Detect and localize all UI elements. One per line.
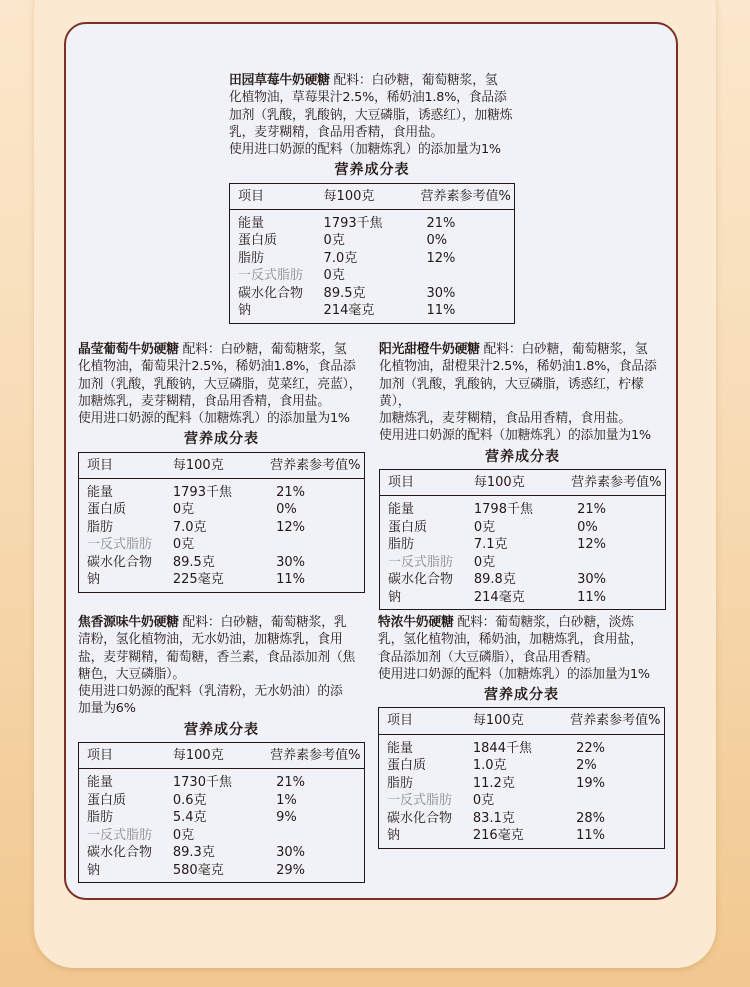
ingredients-line-text: 加糖炼乳，麦芽糊精，食品用香精，食用盐。: [379, 411, 631, 427]
header-item: 项目: [387, 713, 414, 729]
nutrient-nrv: 12%: [426, 250, 456, 266]
ingredients-line: [78, 631, 365, 648]
nutrient-name: 脂肪: [388, 537, 415, 553]
ingredients-text: [379, 341, 666, 445]
table-row: [79, 519, 365, 537]
header-nrv: 营养素参考值%: [420, 188, 511, 204]
ingredients-line: [78, 614, 365, 631]
nutrient-name: 碳水化合物: [87, 845, 153, 861]
nutrition-table: [229, 183, 515, 324]
ingredients-line-text: 使用进口奶源的配料（加糖炼乳）的添加量为1%: [78, 411, 350, 427]
table-row: [230, 250, 515, 268]
nutrient-name: 碳水化合物: [238, 285, 304, 301]
nutrient-name: 一反式脂肪: [387, 793, 453, 809]
nutrient-amount: 0克: [473, 554, 496, 570]
ingredients-line-text: 配料：白砂糖，葡萄糖浆，氢: [333, 73, 498, 88]
nutrient-name: 能量: [87, 484, 114, 500]
nutrient-name: 一反式脂肪: [238, 268, 304, 284]
nutrient-name: 钠: [87, 572, 101, 588]
nutrient-nrv: 11%: [426, 303, 456, 319]
nutrient-name: 蛋白质: [387, 758, 427, 774]
nutrition-table: [78, 452, 365, 593]
header-per100: 每100克: [172, 747, 224, 763]
table-row: [230, 267, 515, 285]
nutrition-table-title: 营养成分表: [485, 448, 560, 465]
nutrient-nrv: 30%: [276, 845, 306, 861]
ingredients-line: [78, 649, 365, 666]
table-row: [379, 792, 665, 810]
table-row: [79, 554, 365, 572]
nutrient-nrv: 22%: [576, 740, 606, 756]
nutrient-amount: 1.0克: [472, 758, 507, 774]
nutrition-table: [379, 469, 666, 610]
header-nrv: 营养素参考值%: [570, 713, 661, 729]
table-header-row: [79, 452, 365, 478]
nutrient-nrv: 12%: [577, 537, 607, 553]
ingredients-line: [78, 358, 365, 375]
product-strawberry: [229, 72, 515, 324]
nutrient-name: 蛋白质: [388, 519, 428, 535]
nutrient-name: 能量: [238, 215, 265, 231]
table-row: [380, 571, 666, 589]
ingredients-line-text: 使用进口奶源的配料（加糖炼乳）的添加量为1%: [379, 428, 651, 444]
nutrient-name: 钠: [388, 589, 402, 605]
ingredients-line-text: 配料：白砂糖，葡萄糖浆，乳: [182, 615, 347, 630]
nutrition-table: [78, 742, 365, 883]
product-name: 晶莹葡萄牛奶硬糖: [78, 342, 179, 357]
nutrient-nrv: [570, 792, 664, 810]
ingredients-text: [78, 614, 365, 718]
nutrient-amount: 11.2克: [472, 775, 515, 791]
nutrient-name: 钠: [87, 862, 101, 878]
table-row: [79, 844, 365, 862]
ingredients-line: [378, 666, 665, 683]
nutrient-nrv: [571, 554, 665, 572]
table-row: [79, 862, 365, 883]
ingredients-line: [78, 410, 365, 427]
ingredients-line: [379, 427, 666, 444]
nutrient-nrv: 19%: [576, 775, 606, 791]
nutrient-name: 钠: [238, 303, 252, 319]
header-per100: 每100克: [172, 457, 224, 473]
ingredients-line: [78, 376, 365, 393]
nutrient-name: 能量: [388, 502, 415, 518]
nutrient-nrv: 12%: [276, 519, 306, 535]
ingredients-line: [379, 410, 666, 427]
product-grape: [78, 341, 365, 593]
table-row: [380, 554, 666, 572]
ingredients-line: [229, 72, 515, 89]
table-row: [79, 571, 365, 592]
nutrient-amount: 214毫克: [323, 303, 375, 319]
nutrient-amount: 1798千焦: [473, 502, 533, 518]
header-item: 项目: [87, 457, 114, 473]
product-name: 焦香源味牛奶硬糖: [78, 615, 179, 630]
header-per100: 每100克: [473, 474, 525, 490]
nutrient-name: 碳水化合物: [87, 554, 153, 570]
nutrition-table: [378, 707, 665, 848]
nutrient-name: 脂肪: [87, 519, 114, 535]
nutrient-amount: 89.5克: [323, 285, 366, 301]
product-name: 阳光甜橙牛奶硬糖: [379, 342, 480, 357]
nutrient-amount: 1793千焦: [172, 484, 232, 500]
table-row: [79, 809, 365, 827]
product-name: 田园草莓牛奶硬糖: [229, 73, 330, 88]
ingredients-line: [229, 89, 515, 106]
nutrition-table-title: 营养成分表: [334, 162, 410, 179]
table-row: [230, 209, 515, 232]
table-row: [230, 302, 515, 323]
ingredients-line-text: 清粉，氢化植物油，无水奶油，加糖炼乳，食用: [78, 632, 343, 648]
nutrient-nrv: 9%: [276, 810, 297, 826]
ingredients-line-text: 加量为6%: [78, 701, 136, 717]
ingredients-line: [378, 614, 665, 631]
table-row: [230, 285, 515, 303]
ingredients-line-text: 配料：葡萄糖浆，白砂糖，淡炼: [457, 615, 634, 630]
ingredients-text: [378, 614, 665, 683]
ingredients-line-text: 加剂（乳酸，乳酸钠，大豆磷脂，苋菜红，亮蓝），: [78, 376, 362, 392]
nutrient-amount: 0克: [172, 502, 195, 518]
nutrient-nrv: 30%: [426, 285, 456, 301]
ingredients-line: [229, 141, 515, 158]
nutrient-amount: 0克: [323, 233, 345, 249]
nutrient-amount: 83.1克: [472, 810, 515, 826]
nutrient-name: 一反式脂肪: [87, 537, 153, 553]
ingredients-line: [78, 341, 365, 358]
nutrient-amount: 1730千焦: [172, 775, 232, 791]
header-per100: 每100克: [323, 188, 375, 204]
header-nrv: 营养素参考值%: [270, 457, 361, 473]
ingredients-line-text: 盐，麦芽糊精，葡萄糖，香兰素，食品添加剂（焦: [78, 649, 356, 665]
ingredients-line-text: 加剂（乳酸，乳酸钠，大豆磷脂，诱惑红，柠檬黄），: [379, 376, 644, 409]
ingredients-line-text: 化植物油，草莓果汁2.5%，稀奶油1.8%，食品添: [229, 90, 507, 106]
ingredients-line: [379, 341, 666, 358]
nutrient-amount: 0克: [172, 537, 195, 553]
ingredients-line-text: 使用进口奶源的配料（乳清粉，无水奶油）的添: [78, 684, 343, 700]
ingredients-line: [78, 700, 365, 717]
table-row: [380, 496, 666, 519]
ingredients-line: [229, 107, 515, 124]
ingredients-text: [78, 341, 365, 427]
table-row: [79, 536, 365, 554]
nutrient-amount: 216毫克: [472, 828, 524, 844]
product-orange: [379, 341, 666, 610]
nutrient-name: 蛋白质: [87, 792, 127, 808]
table-row: [379, 827, 665, 848]
nutrient-nrv: 11%: [577, 589, 607, 605]
ingredients-line-text: 食品添加剂（大豆磷脂），食品用香精。: [378, 649, 599, 665]
nutrient-name: 蛋白质: [87, 502, 127, 518]
product-caramel: [78, 614, 365, 883]
nutrient-amount: 0克: [323, 268, 345, 284]
nutrient-name: 碳水化合物: [387, 810, 453, 826]
nutrient-nrv: 30%: [276, 554, 306, 570]
ingredients-line: [378, 631, 665, 648]
ingredients-line: [379, 358, 666, 375]
nutrition-table-title: 营养成分表: [184, 721, 259, 738]
nutrient-nrv: 29%: [276, 862, 306, 878]
nutrient-nrv: 21%: [276, 775, 306, 791]
nutrient-amount: 0克: [172, 827, 195, 843]
nutrient-amount: 5.4克: [172, 810, 207, 826]
nutrient-nrv: 0%: [276, 502, 297, 518]
ingredients-text: [229, 72, 515, 158]
nutrient-name: 一反式脂肪: [388, 554, 454, 570]
ingredients-line: [229, 124, 515, 141]
nutrient-name: 能量: [87, 775, 114, 791]
table-header-row: [79, 742, 365, 768]
header-item: 项目: [87, 747, 114, 763]
nutrient-nrv: 1%: [276, 792, 297, 808]
header-nrv: 营养素参考值%: [270, 747, 361, 763]
nutrient-name: 碳水化合物: [388, 572, 454, 588]
table-header-row: [230, 183, 515, 209]
nutrient-amount: 214毫克: [473, 589, 525, 605]
nutrient-name: 钠: [387, 828, 401, 844]
table-row: [79, 769, 365, 792]
nutrient-nrv: 21%: [426, 215, 456, 231]
table-row: [380, 536, 666, 554]
header-nrv: 营养素参考值%: [571, 474, 662, 490]
product-rich-milk: [378, 614, 665, 849]
nutrient-name: 蛋白质: [238, 233, 278, 249]
nutrient-amount: 225毫克: [172, 572, 224, 588]
nutrient-nrv: [420, 267, 514, 285]
nutrient-nrv: 30%: [577, 572, 607, 588]
nutrient-amount: 89.3克: [172, 845, 215, 861]
table-row: [379, 734, 665, 757]
nutrient-amount: 7.1克: [473, 537, 508, 553]
header-item: 项目: [388, 474, 415, 490]
ingredients-line-text: 加糖炼乳，麦芽糊精，食品用香精，食用盐。: [78, 393, 330, 409]
nutrient-nrv: 2%: [576, 758, 597, 774]
nutrient-amount: 89.5克: [172, 554, 215, 570]
nutrient-nrv: 11%: [276, 572, 306, 588]
header-item: 项目: [238, 188, 265, 204]
nutrient-amount: 580毫克: [172, 862, 224, 878]
table-row: [79, 501, 365, 519]
nutrient-name: 脂肪: [387, 775, 414, 791]
table-row: [79, 478, 365, 501]
table-row: [79, 827, 365, 845]
table-row: [379, 757, 665, 775]
ingredients-line-text: 乳，麦芽糊精，食品用香精，食用盐。: [229, 124, 444, 140]
table-row: [379, 775, 665, 793]
nutrient-name: 脂肪: [238, 250, 265, 266]
table-row: [380, 519, 666, 537]
product-name: 特浓牛奶硬糖: [378, 615, 454, 630]
nutrient-amount: 0克: [473, 519, 496, 535]
ingredients-line: [78, 666, 365, 683]
table-row: [379, 810, 665, 828]
header-per100: 每100克: [472, 713, 524, 729]
nutrition-table-title: 营养成分表: [184, 431, 259, 448]
nutrient-nrv: 11%: [576, 828, 606, 844]
nutrition-table-title: 营养成分表: [484, 687, 559, 704]
nutrient-amount: 0.6克: [172, 792, 207, 808]
ingredients-line-text: 使用进口奶源的配料（加糖炼乳）的添加量为1%: [229, 142, 501, 158]
ingredients-line-text: 化植物油，甜橙果汁2.5%，稀奶油1.8%，食品添: [379, 359, 657, 375]
table-row: [230, 232, 515, 250]
nutrient-amount: 1793千焦: [323, 215, 383, 231]
ingredients-line-text: 配料：白砂糖，葡萄糖浆，氢: [483, 342, 648, 357]
nutrient-name: 一反式脂肪: [87, 827, 153, 843]
ingredients-line-text: 配料：白砂糖，葡萄糖浆，氢: [182, 342, 347, 357]
ingredients-line: [379, 376, 666, 411]
table-row: [79, 792, 365, 810]
nutrient-nrv: 0%: [577, 519, 598, 535]
table-header-row: [380, 469, 666, 495]
ingredients-line-text: 使用进口奶源的配料（加糖炼乳）的添加量为1%: [378, 666, 650, 682]
nutrient-amount: 1844千焦: [472, 740, 532, 756]
ingredients-line-text: 加剂（乳酸，乳酸钠，大豆磷脂，诱惑红），加糖炼: [229, 107, 513, 123]
nutrient-amount: 7.0克: [172, 519, 207, 535]
nutrient-nrv: [270, 536, 364, 554]
table-row: [380, 589, 666, 610]
nutrient-amount: 7.0克: [323, 250, 358, 266]
nutrient-nrv: 28%: [576, 810, 606, 826]
nutrient-nrv: 21%: [577, 502, 607, 518]
nutrient-nrv: 21%: [276, 484, 306, 500]
table-header-row: [379, 708, 665, 734]
nutrient-amount: 0克: [472, 793, 495, 809]
nutrient-amount: 89.8克: [473, 572, 516, 588]
ingredients-line: [378, 649, 665, 666]
nutrient-name: 能量: [387, 740, 414, 756]
nutrient-nrv: [270, 827, 364, 845]
ingredients-line-text: 乳，氢化植物油，稀奶油，加糖炼乳，食用盐，: [378, 632, 643, 648]
nutrient-nrv: 0%: [426, 233, 448, 249]
ingredients-line-text: 糖色，大豆磷脂）。: [78, 666, 185, 682]
ingredients-line: [78, 393, 365, 410]
ingredients-line: [78, 683, 365, 700]
ingredients-line-text: 化植物油，葡萄果汁2.5%，稀奶油1.8%，食品添: [78, 359, 356, 375]
nutrient-name: 脂肪: [87, 810, 114, 826]
